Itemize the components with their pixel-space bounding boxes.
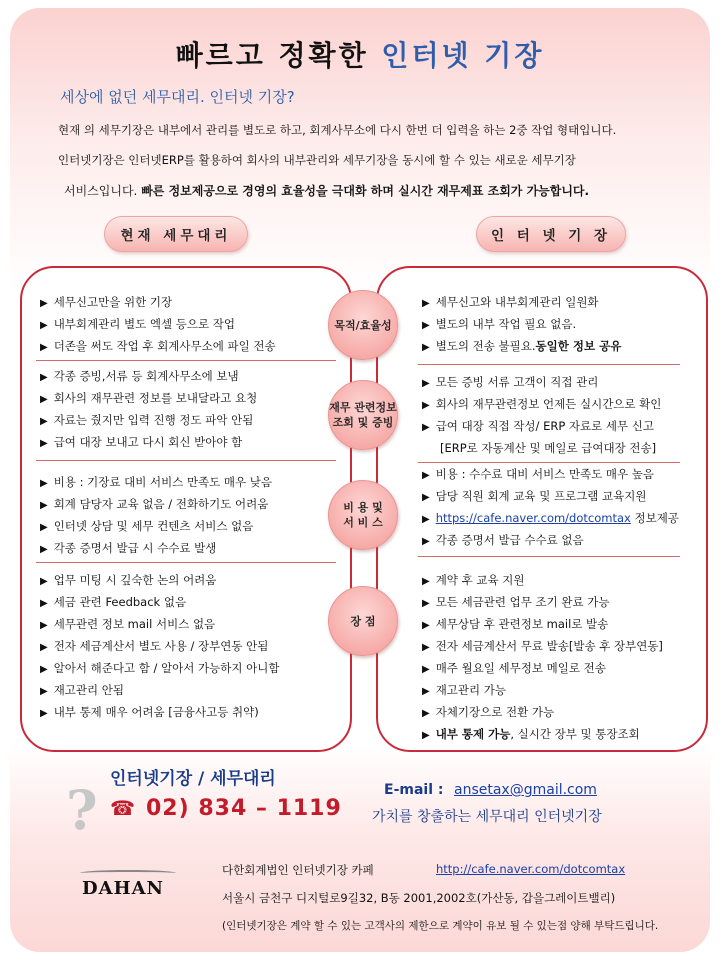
divider (418, 364, 680, 365)
list-item: ▶ 자료는 줬지만 입력 진행 정도 파악 안됨 (40, 413, 254, 427)
bullet-icon: ▶ (422, 708, 430, 719)
bullet-icon: ▶ (422, 576, 430, 587)
divider (418, 556, 680, 557)
current-agency-header: 현재 세무대리 (104, 216, 248, 252)
list-item: [ERP로 자동계산 및 메일로 급여대장 전송] (440, 441, 657, 455)
current-agency-panel (20, 266, 352, 752)
contact-name: 인터넷기장 / 세무대리 (110, 769, 276, 789)
bullet-icon: ▶ (40, 708, 48, 719)
internet-bookkeeping-header: 인 터 넷 기 장 (476, 216, 626, 252)
bullet-icon: ▶ (422, 514, 430, 525)
email-label: E-mail : (384, 782, 444, 798)
list-item: ▶ 인터넷 상담 및 세무 컨텐츠 서비스 없음 (40, 519, 254, 533)
bullet-icon: ▶ (422, 298, 430, 309)
list-item: ▶ 세무신고만을 위한 기장 (40, 295, 173, 309)
list-item: ▶ 계약 후 교육 지원 (422, 573, 525, 587)
list-item: ▶ 회사의 재무관련정보 언제든 실시간으로 확인 (422, 397, 662, 411)
list-item: ▶ 별도의 전송 불필요.동일한 정보 공유 (422, 339, 622, 353)
bullet-icon: ▶ (40, 372, 48, 383)
category-advantages: 장 점 (328, 586, 398, 656)
bullet-icon: ▶ (40, 686, 48, 697)
intro-line-3b: 빠른 정보제공으로 경영의 효율성을 극대화 하며 실시간 재무제표 조회가 가능합니다. (141, 184, 590, 198)
phone-icon: ☎ (110, 796, 135, 820)
list-item: ▶ 세무관련 정보 mail 서비스 없음 (40, 617, 216, 631)
notice: (인터넷기장은 계약 할 수 있는 고객사의 제한으로 계약이 유보 될 수 있는점 양해 부탁드립니다. (222, 920, 659, 932)
logo-swoosh (80, 870, 176, 876)
list-item: ▶ 전자 세금계산서 별도 사용 / 장부연동 안됨 (40, 639, 269, 653)
list-item: ▶ 비용 : 수수료 대비 서비스 만족도 매우 높음 (422, 467, 655, 481)
list-item: ▶ 세무신고와 내부회계관리 일원화 (422, 295, 599, 309)
divider (418, 462, 680, 463)
list-item: ▶ 각종 증명서 발급 수수료 없음 (422, 533, 584, 547)
question-mark-icon: ? (66, 778, 98, 842)
list-item: ▶ 내부 통제 가능, 실시간 장부 및 통장조회 (422, 727, 640, 741)
intro-line-3a: 서비스입니다. (64, 184, 138, 198)
bullet-icon: ▶ (422, 686, 430, 697)
intro-line-3 (64, 182, 589, 199)
list-item: ▶ 업무 미팅 시 깊숙한 논의 어려움 (40, 573, 217, 587)
list-item: ▶ 각종 증빙,서류 등 회계사무소에 보냄 (40, 369, 239, 383)
bullet-icon: ▶ (422, 536, 430, 547)
category-cost-service: 비 용 및 서 비 스 (328, 480, 398, 550)
bullet-icon: ▶ (40, 298, 48, 309)
email-link[interactable]: ansetax@gmail.com (454, 782, 597, 798)
bullet-icon: ▶ (422, 598, 430, 609)
bullet-icon: ▶ (422, 642, 430, 653)
list-item: ▶ 세무상담 후 관련정보 mail로 발송 (422, 617, 609, 631)
intro-line-1: 현재 의 세무기장은 내부에서 관리를 별도로 하고, 회계사무소에 다시 한번 더 입력을 하는 2중 작업 형태입니다. (58, 123, 617, 137)
bullet-icon: ▶ (40, 544, 48, 555)
cafe-url-link[interactable]: http://cafe.naver.com/dotcomtax (436, 862, 626, 876)
bullet-icon: ▶ (40, 438, 48, 449)
bullet-icon: ▶ (40, 416, 48, 427)
phone-number[interactable]: 02) 834 – 1119 (146, 796, 342, 821)
bullet-icon: ▶ (422, 342, 430, 353)
bullet-icon: ▶ (422, 664, 430, 675)
cafe-label: 다한회계법인 인터넷기장 카페 (222, 863, 374, 877)
list-item: ▶ 급여 대장 보내고 다시 회신 받아야 함 (40, 435, 243, 449)
address: 서울시 금천구 디지털로9길32, B동 2001,2002호(가산동, 갑을그레이트밸리) (222, 891, 616, 905)
list-item: ▶ 모든 세금관련 업무 조기 완료 가능 (422, 595, 610, 609)
bullet-icon: ▶ (40, 642, 48, 653)
bullet-icon: ▶ (422, 378, 430, 389)
bullet-icon: ▶ (40, 320, 48, 331)
bullet-icon: ▶ (422, 422, 430, 433)
list-item: ▶ 세금 관련 Feedback 없음 (40, 595, 187, 609)
bullet-icon: ▶ (40, 478, 48, 489)
divider (36, 562, 336, 563)
slogan: 가치를 창출하는 세무대리 인터넷기장 (372, 809, 602, 825)
bullet-icon: ▶ (40, 598, 48, 609)
bullet-icon: ▶ (422, 400, 430, 411)
bullet-icon: ▶ (40, 620, 48, 631)
list-item: ▶ 재고관리 안됨 (40, 683, 125, 697)
bullet-icon: ▶ (422, 730, 430, 741)
list-item: ▶ 별도의 내부 작업 필요 없음. (422, 317, 577, 331)
company-logo: DAHAN (82, 878, 165, 899)
bullet-icon: ▶ (40, 522, 48, 533)
bullet-icon: ▶ (40, 342, 48, 353)
intro-line-2: 인터넷기장은 인터넷ERP를 활용하여 회사의 내부관리와 세무기장을 동시에 할 수 있는 새로운 세무기장 (58, 153, 576, 167)
bullet-icon: ▶ (40, 664, 48, 675)
page-title (0, 34, 720, 74)
list-item: ▶ 급여 대장 직접 작성/ ERP 자료로 세무 신고 (422, 419, 654, 433)
subtitle: 세상에 없던 세무대리. 인터넷 기장? (60, 88, 295, 106)
divider (36, 460, 336, 461)
title-part1: 빠르고 정확한 (175, 39, 369, 72)
list-item: ▶ https://cafe.naver.com/dotcomtax 정보제공 (422, 511, 679, 525)
bullet-icon: ▶ (422, 470, 430, 481)
list-item: ▶ 자체기장으로 전환 가능 (422, 705, 555, 719)
list-item: ▶ 전자 세금계산서 무료 발송[발송 후 장부연동] (422, 639, 663, 653)
list-item: ▶ 비용 : 기장료 대비 서비스 만족도 매우 낮음 (40, 475, 273, 489)
bullet-icon: ▶ (422, 320, 430, 331)
list-item: ▶ 재고관리 가능 (422, 683, 507, 697)
list-item: ▶ 매주 월요일 세무정보 메일로 전송 (422, 661, 606, 675)
list-item: ▶ 모든 증빙 서류 고객이 직접 관리 (422, 375, 599, 389)
cafe-link[interactable]: https://cafe.naver.com/dotcomtax (435, 511, 631, 525)
list-item: ▶ 담당 직원 회계 교육 및 프로그램 교육지원 (422, 489, 647, 503)
list-item: ▶ 내부 통제 매우 어려움 [금융사고등 취약) (40, 705, 259, 719)
internet-bookkeeping-panel (376, 266, 708, 752)
list-item: ▶ 더존을 써도 작업 후 회계사무소에 파일 전송 (40, 339, 276, 353)
bullet-icon: ▶ (40, 500, 48, 511)
list-item: ▶ 알아서 해준다고 함 / 알아서 가능하지 아니함 (40, 661, 280, 675)
list-item: ▶ 회사의 재무관련 정보를 보내달라고 요청 (40, 391, 258, 405)
category-financial-info: 재무 관련정보 조회 및 증빙 (328, 380, 398, 450)
bullet-icon: ▶ (422, 620, 430, 631)
list-item: ▶ 내부회계관리 별도 엑셀 등으로 작업 (40, 317, 235, 331)
list-item: ▶ 각종 증명서 발급 시 수수료 발생 (40, 541, 217, 555)
bullet-icon: ▶ (40, 394, 48, 405)
category-purpose-efficiency: 목적/효율성 (328, 290, 398, 360)
divider (36, 360, 336, 361)
title-highlight: 인터넷 기장 (381, 39, 545, 72)
bullet-icon: ▶ (422, 492, 430, 503)
bullet-icon: ▶ (40, 576, 48, 587)
list-item: ▶ 회계 담당자 교육 없음 / 전화하기도 어려움 (40, 497, 269, 511)
